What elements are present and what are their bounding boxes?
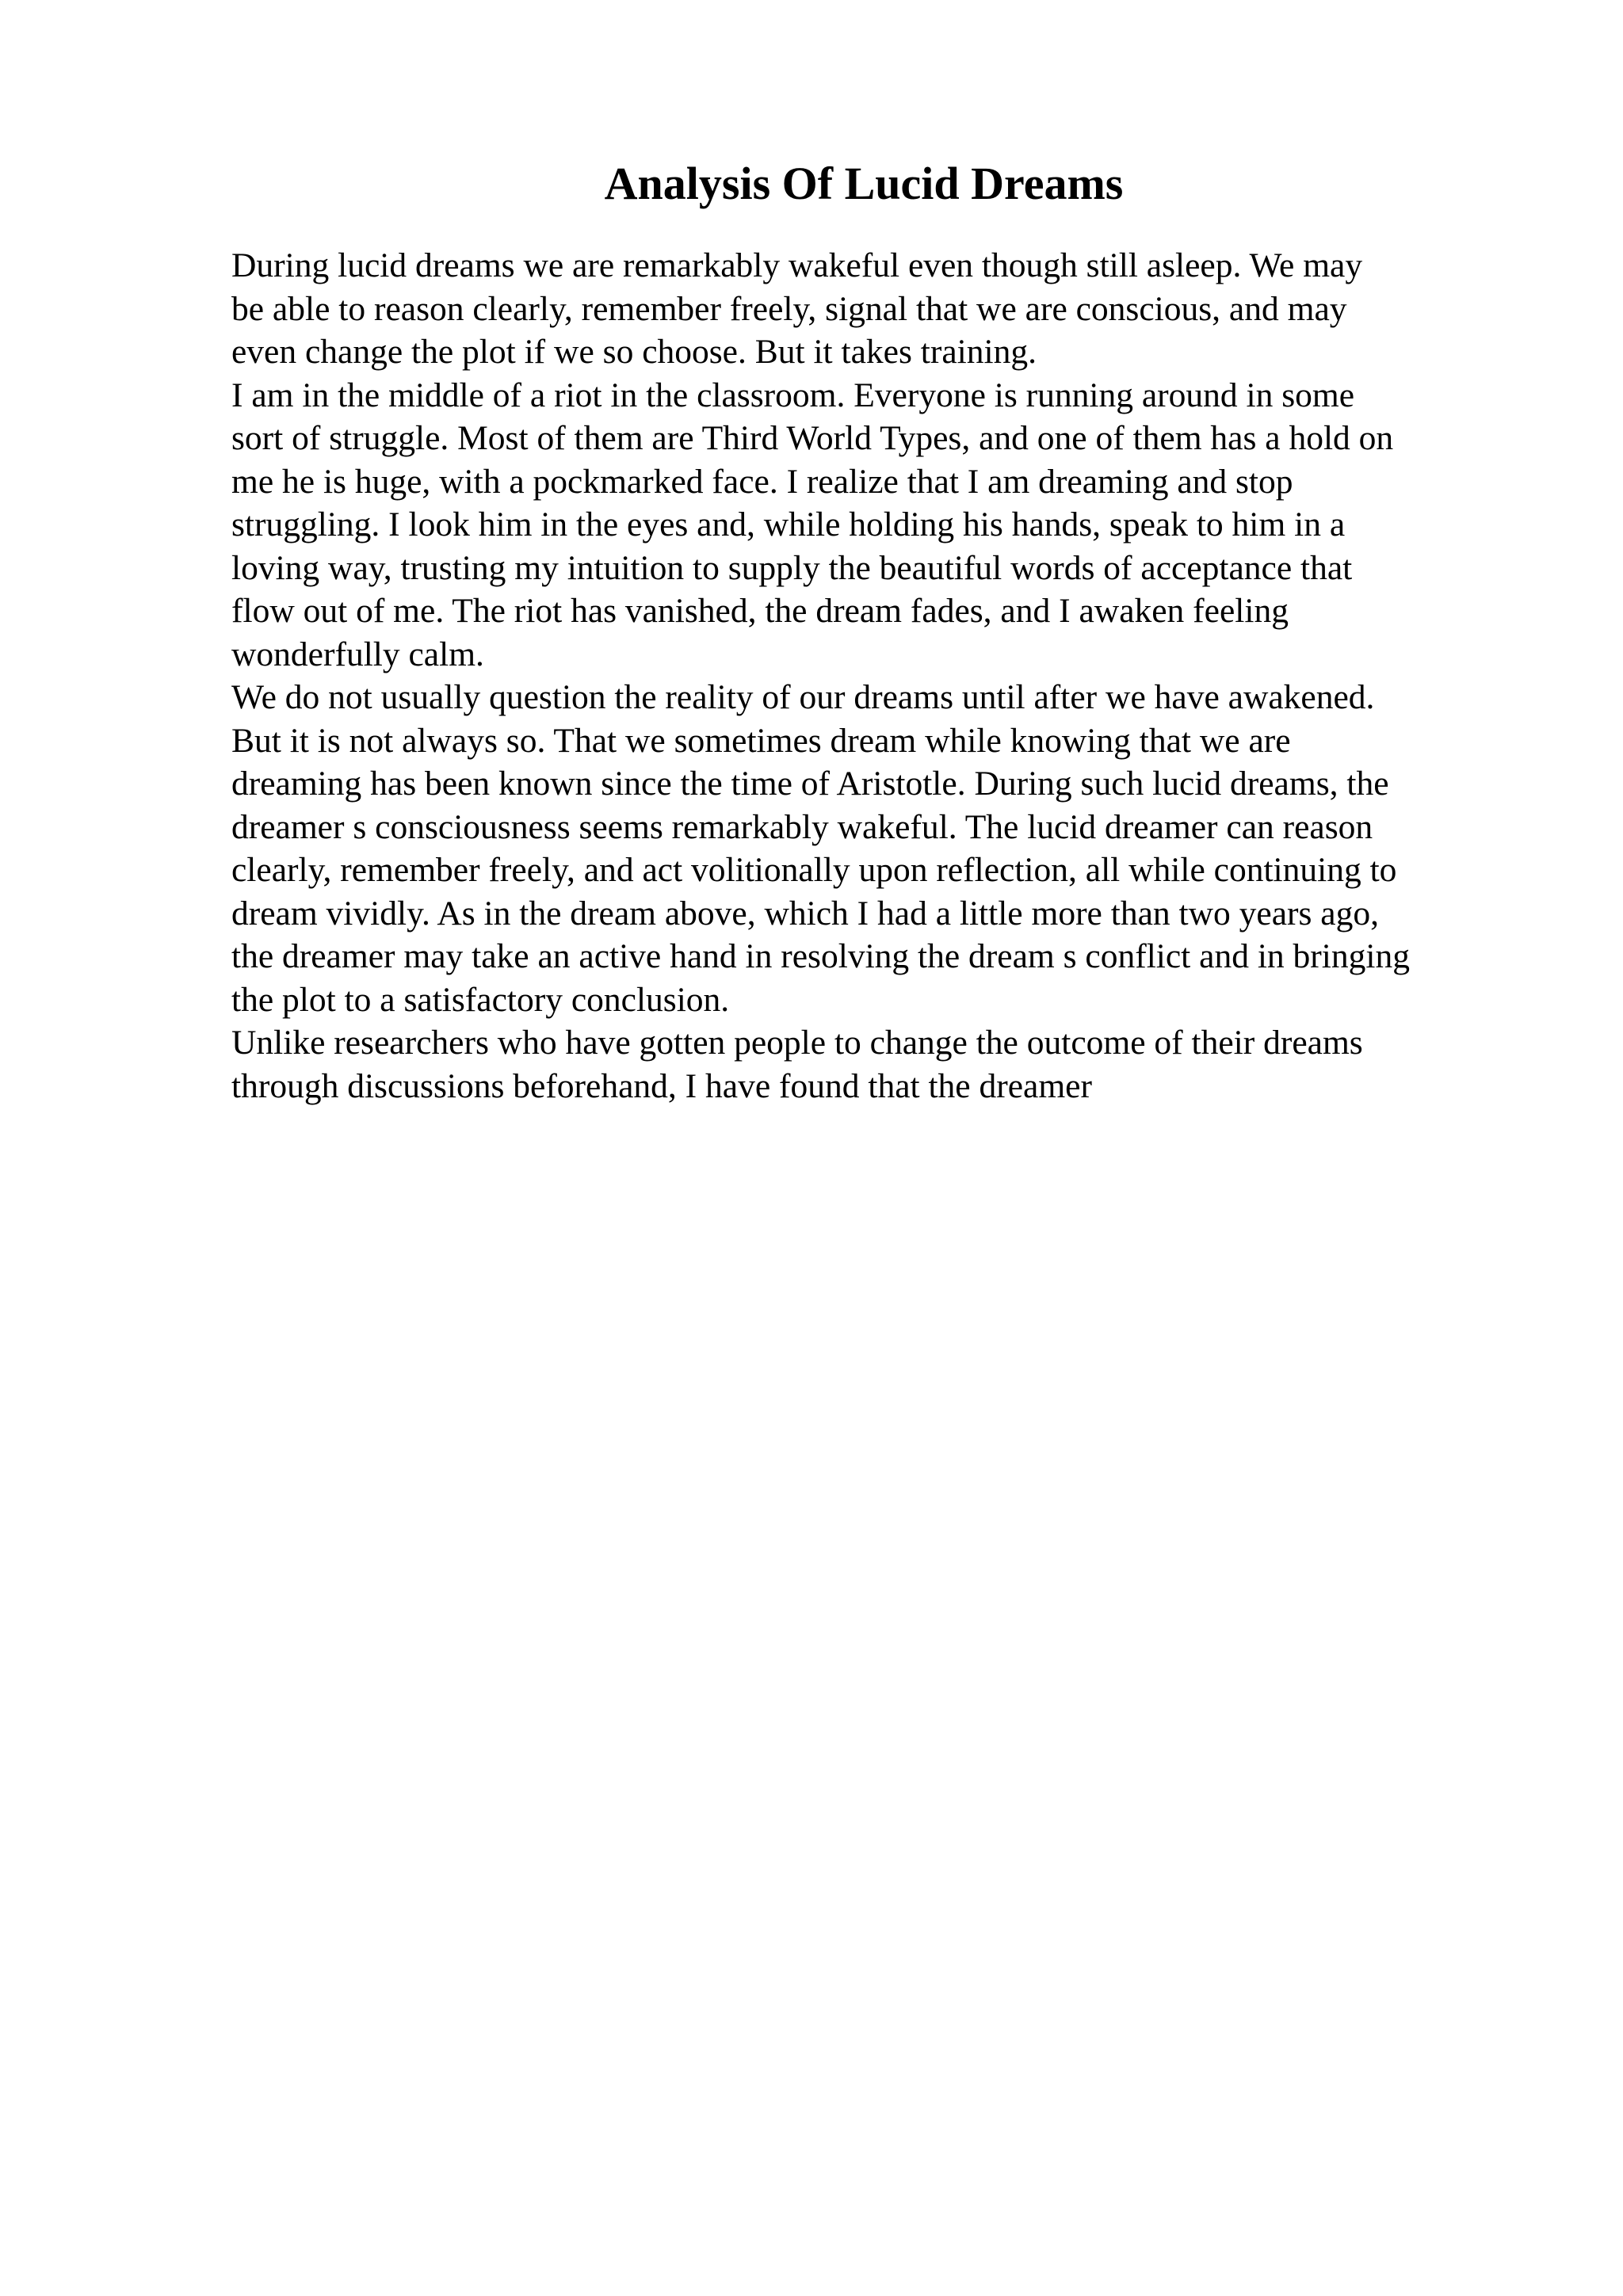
text-line: We do not usually question the reality of our dreams until after we have awakened. xyxy=(231,678,1375,716)
text-line: the dreamer may take an active hand in resolving the dream s conflict and in bringing xyxy=(231,937,1410,975)
body-text xyxy=(231,244,1594,1108)
text-line: dream vividly. As in the dream above, which I had a little more than two years ago, xyxy=(231,894,1379,933)
text-line: sort of struggle. Most of them are Third World Types, and one of them has a hold on xyxy=(231,419,1394,457)
text-line: me he is huge, with a pockmarked face. I realize that I am dreaming and stop xyxy=(231,462,1293,501)
text-line: dreamer s consciousness seems remarkably wakeful. The lucid dreamer can reason xyxy=(231,807,1373,846)
text-line: clearly, remember freely, and act volitionally upon reflection, all while continuing to xyxy=(231,851,1397,889)
text-line: I am in the middle of a riot in the classroom. Everyone is running around in some xyxy=(231,376,1355,414)
text-line: be able to reason clearly, remember freely, signal that we are conscious, and may xyxy=(231,289,1347,328)
text-line: the plot to a satisfactory conclusion. xyxy=(231,980,730,1019)
text-line: struggling. I look him in the eyes and, while holding his hands, speak to him in a xyxy=(231,505,1346,543)
text-line: wonderfully calm. xyxy=(231,635,484,673)
text-line: Unlike researchers who have gotten people to change the outcome of their dreams xyxy=(231,1024,1363,1062)
text-line: loving way, trusting my intuition to supply the beautiful words of acceptance that xyxy=(231,548,1353,587)
text-line: During lucid dreams we are remarkably wakeful even though still asleep. We may xyxy=(231,246,1363,284)
page-title: Analysis Of Lucid Dreams xyxy=(604,158,1124,209)
text-line: through discussions beforehand, I have found that the dreamer xyxy=(231,1066,1092,1105)
text-line: But it is not always so. That we sometimes dream while knowing that we are xyxy=(231,721,1291,760)
text-line: even change the plot if we so choose. But it takes training. xyxy=(231,333,1037,371)
text-line: flow out of me. The riot has vanished, the dream fades, and I awaken feeling xyxy=(231,592,1289,630)
text-line: dreaming has been known since the time of Aristotle. During such lucid dreams, the xyxy=(231,765,1389,803)
